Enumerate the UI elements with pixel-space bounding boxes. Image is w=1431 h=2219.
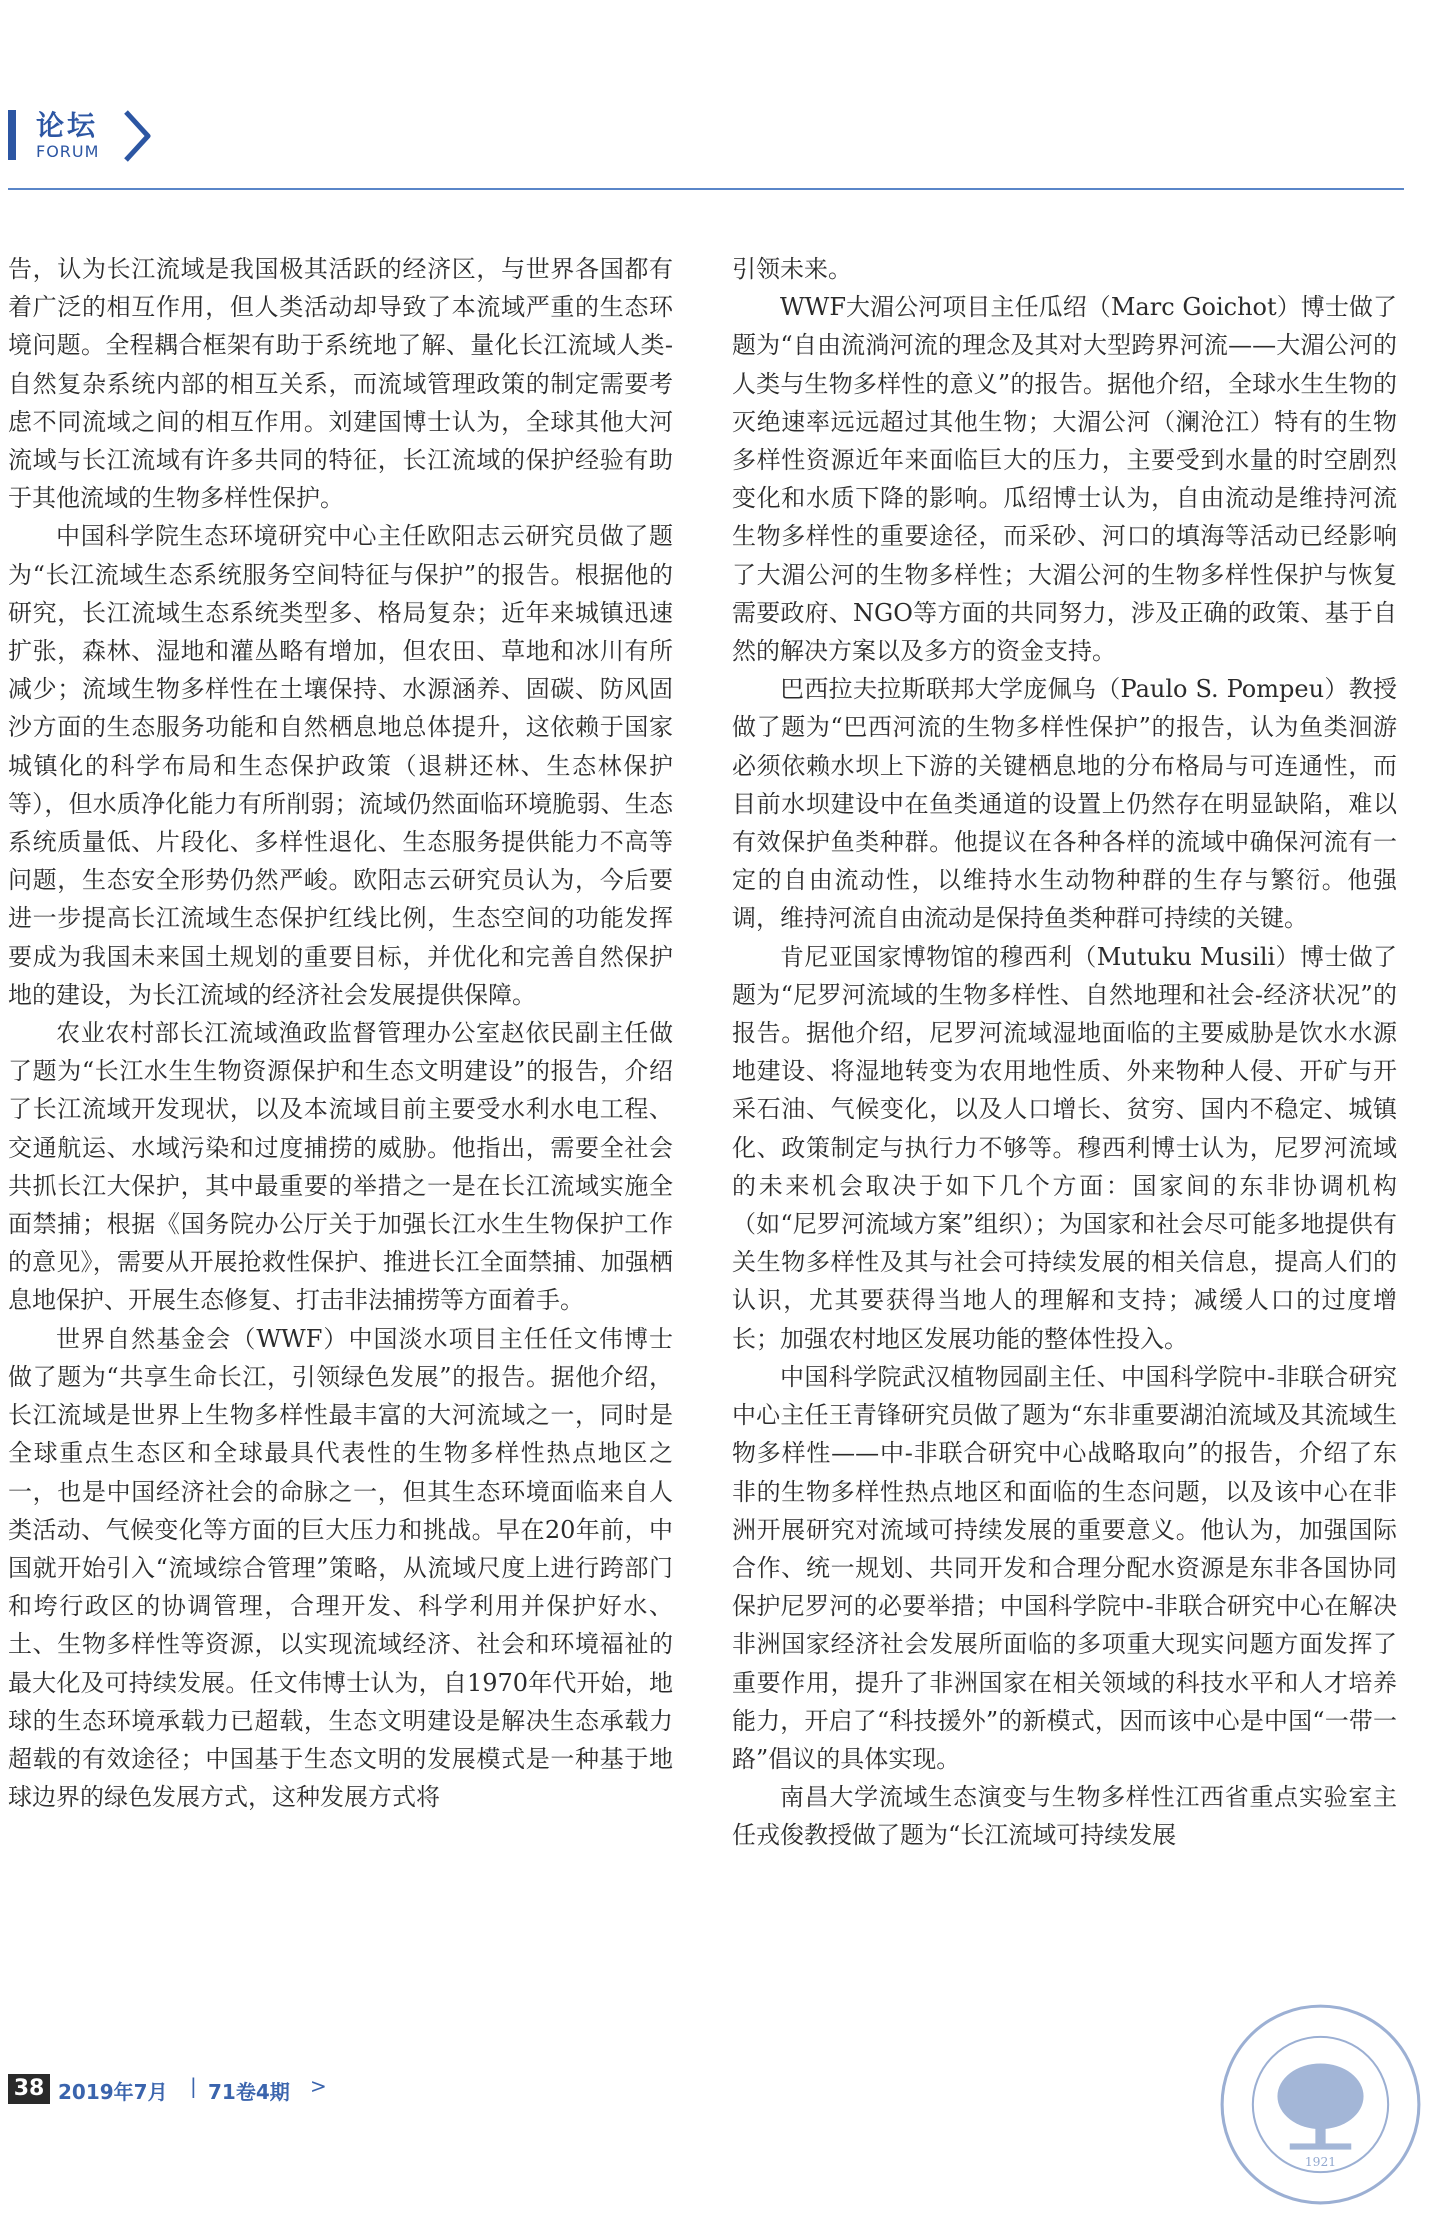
article-column-right bbox=[732, 250, 1397, 2050]
next-arrow-icon: > bbox=[310, 2074, 327, 2098]
paragraph: 农业农村部长江流域渔政监督管理办公室赵依民副主任做了题为“长江水生生物资源保护和生态文明建设”的报告，介绍了长江流域开发现状，以及本流域目前主要受水利水电工程、交通航运、水域污染和过度捕捞的威胁。他指出，需要全社会共抓长江大保护，其中最重要的举措之一是在长江流域实施全面禁捕；根据《国务院办公厅关于加强长江水生生物保护工作的意见》，需要从开展抢救性保护、推进长江全面禁捕、加强栖息地保护、开展生态修复、打击非法捕捞等方面着手。 bbox=[8, 1019, 673, 1315]
issue-volume: 71卷4期 bbox=[208, 2080, 290, 2104]
paragraph: 世界自然基金会（WWF）中国淡水项目主任任文伟博士做了题为“共享生命长江，引领绿色发展”的报告。据他介绍，长江流域是世界上生物多样性最丰富的大河流域之一，同时是全球重点生态区和全球最具代表性的生物多样性热点地区之一，也是中国经济社会的命脉之一，但其生态环境面临来自人类活动、气候变化等方面的巨大压力和挑战。早在20年前，中国就开始引入“流域综合管理”策略，从流域尺度上进行跨部门和垮行政区的协调管理，合理开发、科学利用并保护好水、土、生物多样性等资源，以实现流域经济、社会和环境福祉的最大化及可持续发展。任文伟博士认为，自1970年代开始，地球的生态环境承载力已超载，生态文明建设是解决生态承载力超载的有效途径；中国基于生态文明的发展模式是一种基于地球边界的绿色发展方式，这种发展方式将 bbox=[8, 1324, 673, 1812]
chevron-right-icon bbox=[120, 108, 156, 164]
article-column-left bbox=[8, 250, 673, 2050]
page-number: 38 bbox=[8, 2074, 50, 2104]
paragraph: WWF大湄公河项目主任瓜绍（Marc Goichot）博士做了题为“自由流淌河流的理念及其对大型跨界河流——大湄公河的人类与生物多样性的意义”的报告。据他介绍，全球水生生物的灭绝速率远远超过其他生物；大湄公河（澜沧江）特有的生物多样性资源近年来面临巨大的压力，主要受到水量的时空剧烈变化和水质下降的影响。瓜绍博士认为，自由流动是维持河流生物多样性的重要途径，而采砂、河口的填海等活动已经影响了大湄公河的生物多样性；大湄公河的生物多样性保护与恢复需要政府、NGO等方面的共同努力，涉及正确的政策、基于自然的解决方案以及多方的资金支持。 bbox=[732, 293, 1397, 666]
footer-separator: | bbox=[190, 2074, 197, 2098]
section-header bbox=[0, 100, 1431, 200]
section-title-en: FORUM bbox=[36, 142, 100, 161]
paragraph: 中国科学院生态环境研究中心主任欧阳志云研究员做了题为“长江流域生态系统服务空间特征与保护”的报告。根据他的研究，长江流域生态系统类型多、格局复杂；近年来城镇迅速扩张，森林、湿地和灌丛略有增加，但农田、草地和冰川有所减少；流域生物多样性在土壤保持、水源涵养、固碳、防风固沙方面的生态服务功能和自然栖息地总体提升，这依赖于国家城镇化的科学布局和生态保护政策（退耕还林、生态林保护等），但水质净化能力有所削弱；流域仍然面临环境脆弱、生态系统质量低、片段化、多样性退化、生态服务提供能力不高等问题，生态安全形势仍然严峻。欧阳志云研究员认为，今后要进一步提高长江流域生态保护红线比例，生态空间的功能发挥要成为我国未来国土规划的重要目标，并优化和完善自然保护地的建设，为长江流域的经济社会发展提供保障。 bbox=[8, 522, 673, 1009]
header-rule bbox=[8, 188, 1404, 190]
page-footer bbox=[0, 2070, 1431, 2110]
paragraph: 中国科学院武汉植物园副主任、中国科学院中-非联合研究中心主任王青锋研究员做了题为“东非重要湖泊流域及其流域生物多样性——中-非联合研究中心战略取向”的报告，介绍了东非的生物多样性热点地区和面临的生态问题，以及该中心在非洲开展研究对流域可持续发展的重要意义。他认为，加强国际合作、统一规划、共同开发和合理分配水资源是东非各国协同保护尼罗河的必要举措；中国科学院中-非联合研究中心在解决非洲国家经济社会发展所面临的多项重大现实问题方面发挥了重要作用，提升了非洲国家在相关领域的科技水平和人才培养能力，开启了“科技援外”的新模式，因而该中心是中国“一带一路”倡议的具体实现。 bbox=[732, 1362, 1397, 1773]
paragraph: 肯尼亚国家博物馆的穆西利（Mutuku Musili）博士做了题为“尼罗河流域的生物多样性、自然地理和社会-经济状况”的报告。据他介绍，尼罗河流域湿地面临的主要威胁是饮水水源地建设、将湿地转变为农用地性质、外来物种人侵、开矿与开采石油、气候变化，以及人口增长、贫穷、国内不稳定、城镇化、政策制定与执行力不够等。穆西利博士认为，尼罗河流域的未来机会取决于如下几个方面：国家间的东非协调机构（如“尼罗河流域方案”组织）；为国家和社会尽可能多地提供有关生物多样性及其与社会可持续发展的相关信息，提高人们的认识，尤其要获得当地人的理解和支持；减缓人口的过度增长；加强农村地区发展功能的整体性投入。 bbox=[732, 942, 1397, 1353]
seal-year: 1921 bbox=[1304, 2155, 1337, 2169]
section-title-cn: 论坛 bbox=[36, 109, 99, 142]
header-accent-bar bbox=[8, 110, 16, 160]
paragraph: 南昌大学流域生态演变与生物多样性江西省重点实验室主任戎俊教授做了题为“长江流域可持续发展 bbox=[732, 1783, 1397, 1850]
paragraph: 引领未来。 bbox=[732, 255, 852, 283]
paragraph: 巴西拉夫拉斯联邦大学庞佩乌（Paulo S. Pompeu）教授做了题为“巴西河流的生物多样性保护”的报告，认为鱼类洄游必须依赖水坝上下游的关键栖息地的分布格局与可连通性，而目前水坝建设中在鱼类通道的设置上仍然存在明显缺陷，难以有效保护鱼类种群。他提议在各种各样的流域中确保河流有一定的自由流动性，以维持水生动物种群的生存与繁衍。他强调，维持河流自由流动是保持鱼类种群可持续的关键。 bbox=[732, 675, 1397, 933]
paragraph: 告，认为长江流域是我国极其活跃的经济区，与世界各国都有着广泛的相互作用，但人类活动却导致了本流域严重的生态环境问题。全程耦合框架有助于系统地了解、量化长江流域人类-自然复杂系统内部的相互关系，而流域管理政策的制定需要考虑不同流域之间的相互作用。刘建国博士认为，全球其他大河流域与长江流域有许多共同的特征，长江流域的保护经验有助于其他流域的生物多样性保护。 bbox=[8, 255, 673, 513]
issue-date: 2019年7月 bbox=[58, 2080, 168, 2104]
university-seal-watermark bbox=[1218, 2002, 1423, 2207]
